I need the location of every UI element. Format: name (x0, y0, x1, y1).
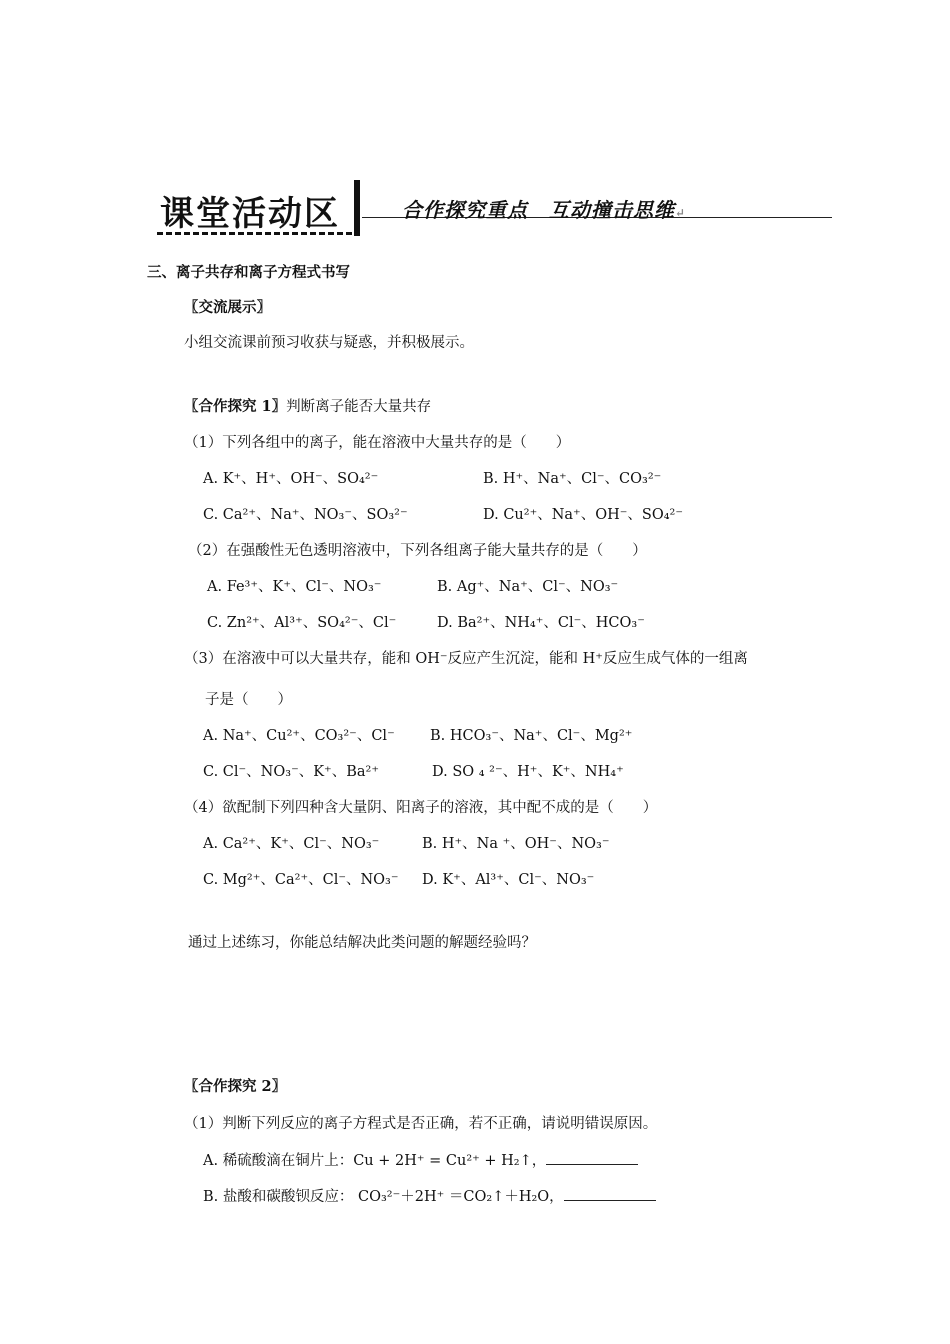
section-heading: 三、离子共存和离子方程式书写 (147, 265, 350, 281)
banner-dashed-underline (157, 232, 352, 235)
q2-option-b: B. Ag⁺、Na⁺、Cl⁻、NO₃⁻ (437, 579, 619, 595)
q1-option-b: B. H⁺、Na⁺、Cl⁻、CO₃²⁻ (483, 471, 662, 487)
q1-option-d: D. Cu²⁺、Na⁺、OH⁻、SO₄²⁻ (483, 507, 683, 523)
q2-option-a: A. Fe³⁺、K⁺、Cl⁻、NO₃⁻ (207, 579, 382, 595)
return-mark-icon: ↵ (675, 206, 687, 220)
explore1-heading (184, 395, 431, 416)
answer-blank[interactable] (546, 1150, 638, 1165)
q4-stem: （4）欲配制下列四种含大量阴、阳离子的溶液，其中配不成的是（ ） (184, 800, 658, 816)
q1-stem: （1）下列各组中的离子，能在溶液中大量共存的是（ ） (184, 435, 571, 451)
q1-option-c: C. Ca²⁺、Na⁺、NO₃⁻、SO₃²⁻ (203, 507, 408, 523)
q2-option-c: C. Zn²⁺、Al³⁺、SO₄²⁻、Cl⁻ (207, 615, 397, 631)
q3-stem: （3）在溶液中可以大量共存，能和 OH⁻反应产生沉淀，能和 H⁺反应生成气体的一组离 (184, 651, 748, 667)
explore2-option-b: B. 盐酸和碳酸钡反应： CO₃²⁻＋2H⁺ ＝CO₂↑＋H₂O， (203, 1185, 656, 1206)
q3-stem-cont: 子是（ ） (205, 692, 292, 708)
q3-option-a: A. Na⁺、Cu²⁺、CO₃²⁻、Cl⁻ (203, 728, 395, 744)
q1-option-a: A. K⁺、H⁺、OH⁻、SO₄²⁻ (203, 471, 379, 487)
q4-option-c: C. Mg²⁺、Ca²⁺、Cl⁻、NO₃⁻ (203, 872, 399, 888)
exchange-text: 小组交流课前预习收获与疑惑，并积极展示。 (184, 335, 474, 351)
q3-option-c: C. Cl⁻、NO₃⁻、K⁺、Ba²⁺ (203, 764, 379, 780)
banner-divider-bar (354, 180, 360, 236)
q3-option-d: D. SO ₄ ²⁻、H⁺、K⁺、NH₄⁺ (432, 764, 624, 780)
explore1-label: 〖合作探究 1〗 (184, 398, 287, 415)
answer-blank[interactable] (564, 1186, 656, 1201)
q4-option-d: D. K⁺、Al³⁺、Cl⁻、NO₃⁻ (422, 872, 595, 888)
explore2-option-a: A. 稀硫酸滴在铜片上：Cu + 2H⁺ = Cu²⁺ + H₂↑， (203, 1149, 638, 1170)
exchange-label: 〖交流展示〗 (184, 299, 271, 316)
q4-option-a: A. Ca²⁺、K⁺、Cl⁻、NO₃⁻ (203, 836, 380, 852)
q4-option-b: B. H⁺、Na ⁺、OH⁻、NO₃⁻ (422, 836, 610, 852)
banner-title: 课堂活动区 (160, 194, 340, 234)
summary-question: 通过上述练习，你能总结解决此类问题的解题经验吗？ (188, 935, 536, 951)
q3-option-b: B. HCO₃⁻、Na⁺、Cl⁻、Mg²⁺ (430, 728, 633, 744)
banner-slogan: 合作探究重点 互动撞击思维↵ (402, 198, 687, 222)
q2-option-d: D. Ba²⁺、NH₄⁺、Cl⁻、HCO₃⁻ (437, 615, 645, 631)
explore2-q1-stem: （1）判断下列反应的离子方程式是否正确，若不正确，请说明错误原因。 (184, 1116, 658, 1132)
explore1-title: 判断离子能否大量共存 (286, 399, 432, 415)
q2-stem: （2）在强酸性无色透明溶液中，下列各组离子能大量共存的是（ ） (188, 543, 647, 559)
explore2-label: 〖合作探究 2〗 (184, 1078, 287, 1095)
